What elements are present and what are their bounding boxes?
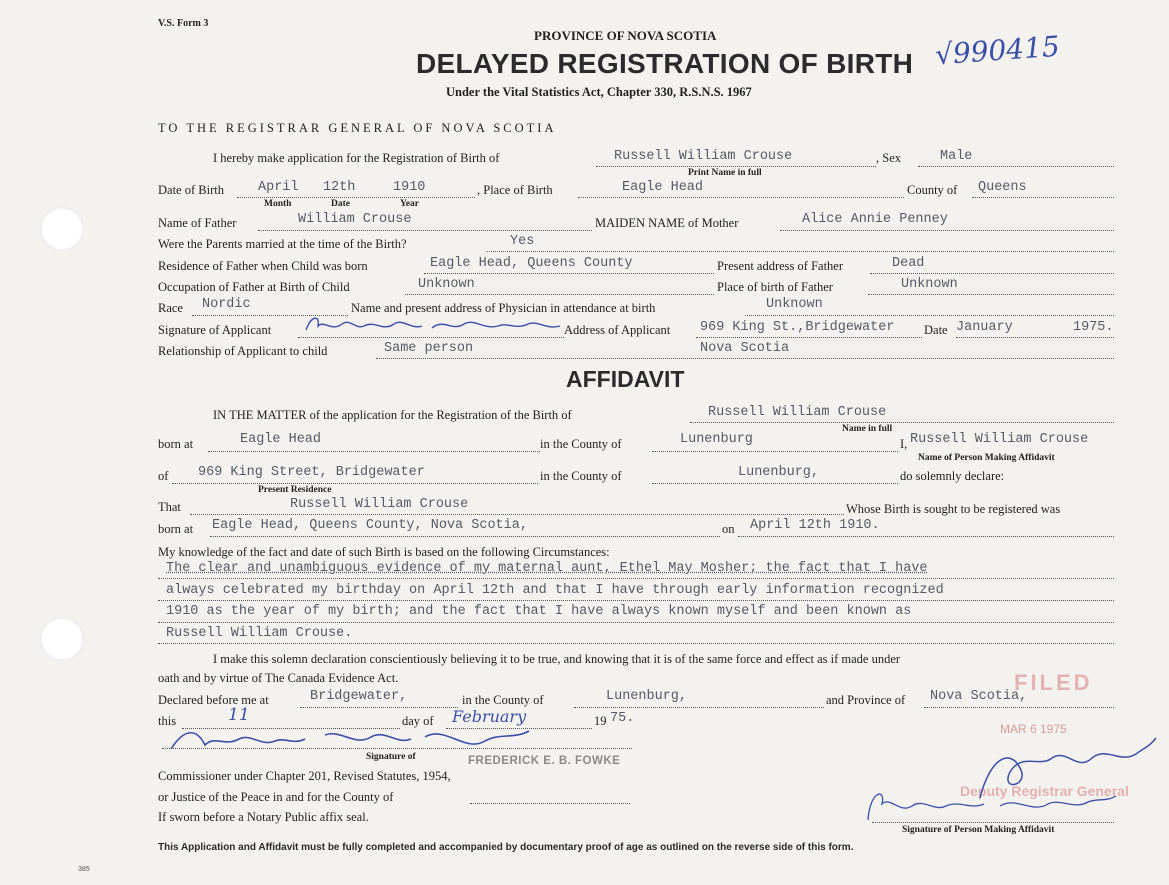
declared-label: Declared before me at	[158, 693, 269, 707]
father-value: William Crouse	[298, 212, 412, 227]
notary-text: If sworn before a Notary Public affix seal.	[158, 810, 369, 824]
dob-year-value: 1910	[393, 180, 426, 195]
form-number: V.S. Form 3	[158, 18, 209, 29]
race-label: Race	[158, 301, 183, 315]
day-of-label: day of	[402, 714, 434, 728]
solemn-text-2: oath and by virtue of The Canada Evidence Act.	[158, 671, 399, 685]
matter-text: IN THE MATTER of the application for the Registration of the Birth of	[213, 408, 572, 422]
present-address-label: Present address of Father	[717, 259, 844, 273]
affidavit-heading: AFFIDAVIT	[566, 366, 685, 392]
born-at-value-2: Eagle Head, Queens County, Nova Scotia,	[212, 518, 528, 533]
county-value: Queens	[978, 180, 1027, 195]
application-date-label: Date	[924, 323, 948, 337]
circumstance-line: 1910 as the year of my birth; and the fact that I have always known myself and been known as	[166, 604, 912, 619]
knowledge-text: My knowledge of the fact and date of such Birth is based on the following Circumstances:	[158, 545, 610, 559]
dob-day-value: 12th	[323, 180, 356, 195]
declared-year-value: 75.	[610, 711, 635, 726]
footer-note: This Application and Affidavit must be fully completed and accompanied by documentary proof of age as outlined on the reverse side of this form.	[158, 842, 854, 853]
married-label: Were the Parents married at the time of the Birth?	[158, 237, 407, 251]
mother-value: Alice Annie Penney	[802, 212, 948, 227]
occupation-label: Occupation of Father at Birth of Child	[158, 280, 350, 294]
affidavit-county-value: Lunenburg	[680, 432, 753, 447]
province-value: Nova Scotia,	[930, 689, 1028, 704]
residence-value: Eagle Head, Queens County	[430, 256, 633, 271]
province-heading: PROVINCE OF NOVA SCOTIA	[534, 28, 717, 43]
applicant-signature-label: Signature of Applicant	[158, 323, 272, 337]
place-value: Eagle Head	[622, 180, 704, 195]
applicant-signature	[302, 312, 564, 338]
act-reference: Under the Vital Statistics Act, Chapter 330, R.S.N.S. 1967	[446, 85, 752, 99]
affiant-signature-caption: Signature of Person Making Affidavit	[902, 825, 1055, 835]
on-date-value: April 12th 1910.	[750, 518, 880, 533]
relationship-label: Relationship of Applicant to child	[158, 344, 328, 358]
applicant-address-label: Address of Applicant	[564, 323, 671, 337]
affiant-caption: Name of Person Making Affidavit	[918, 453, 1055, 463]
affidavit-county-value-2: Lunenburg,	[738, 465, 820, 480]
circumstance-line: The clear and unambiguous evidence of my maternal aunt, Ethel May Mosher; the fact that I have	[166, 561, 928, 576]
application-intro: I hereby make application for the Registration of Birth of	[213, 151, 500, 165]
punch-hole	[40, 207, 84, 251]
punch-hole	[40, 617, 84, 661]
province-label: and Province of	[826, 693, 906, 707]
justice-text: or Justice of the Peace in and for the County of	[158, 790, 394, 804]
registration-number: √990415	[934, 29, 1061, 72]
affiant-name-value: Russell William Crouse	[910, 432, 1089, 447]
application-date-value: January	[956, 320, 1013, 335]
matter-name-value: Russell William Crouse	[708, 405, 887, 420]
declare-text: do solemnly declare:	[900, 469, 1005, 483]
day-number-value: 11	[228, 705, 250, 725]
sex-label: , Sex	[876, 151, 901, 165]
applicant-address-line2: Nova Scotia	[700, 341, 790, 356]
in-county-label-3: in the County of	[462, 693, 544, 707]
year-caption: Year	[400, 199, 419, 209]
dob-label: Date of Birth	[158, 183, 224, 197]
county-label: County of	[907, 183, 958, 197]
in-county-label: in the County of	[540, 437, 622, 451]
whose-birth-text: Whose Birth is sought to be registered was	[846, 502, 1061, 516]
child-name-value: Russell William Crouse	[614, 149, 793, 164]
year-prefix: 19	[594, 714, 607, 728]
affiant-residence-value: 969 King Street, Bridgewater	[198, 465, 425, 480]
father-birthplace-label: Place of birth of Father	[717, 280, 833, 294]
residence-caption: Present Residence	[258, 485, 332, 495]
commissioner-text: Commissioner under Chapter 201, Revised Statutes, 1954,	[158, 769, 451, 783]
father-birthplace-value: Unknown	[901, 277, 958, 292]
dob-month-value: April	[258, 180, 299, 195]
addressee: TO THE REGISTRAR GENERAL OF NOVA SCOTIA	[158, 121, 557, 135]
month-caption: Month	[264, 199, 292, 209]
form-code: 385	[78, 866, 90, 873]
date-caption: Date	[331, 199, 350, 209]
form-title: DELAYED REGISTRATION OF BIRTH	[416, 48, 914, 79]
that-name-value: Russell William Crouse	[290, 497, 469, 512]
on-label: on	[722, 522, 735, 536]
circumstance-line: always celebrated my birthday on April 12th and that I have through early information recognized	[166, 583, 944, 598]
i-label: I,	[900, 437, 908, 451]
declared-county-value: Lunenburg,	[606, 689, 688, 704]
born-at-label-2: born at	[158, 522, 194, 536]
married-value: Yes	[510, 234, 535, 249]
race-value: Nordic	[202, 297, 251, 312]
applicant-address-value: 969 King St.,Bridgewater	[700, 320, 895, 335]
filed-date-stamp: MAR 6 1975	[1000, 722, 1067, 736]
that-label: That	[158, 500, 181, 514]
physician-value: Unknown	[766, 297, 823, 312]
residence-label: Residence of Father when Child was born	[158, 259, 368, 273]
relationship-value: Same person	[384, 341, 474, 356]
born-at-value: Eagle Head	[240, 432, 322, 447]
application-year-value: 1975.	[1073, 320, 1114, 335]
in-county-label-2: in the County of	[540, 469, 622, 483]
commissioner-stamp: FREDERICK E. B. FOWKE	[468, 755, 621, 767]
signature-of-caption: Signature of	[366, 752, 416, 762]
deputy-registrar-stamp: Deputy Registrar General	[960, 783, 1129, 799]
this-label: this	[158, 714, 177, 728]
mother-label: MAIDEN NAME of Mother	[595, 216, 739, 230]
circumstance-line: Russell William Crouse.	[166, 626, 353, 641]
solemn-text: I make this solemn declaration conscientiously believing it to be true, and knowing that it is of the same force and effect as if made under	[213, 652, 901, 666]
physician-label: Name and present address of Physician in attendance at birth	[351, 301, 656, 315]
present-address-value: Dead	[892, 256, 925, 271]
occupation-value: Unknown	[418, 277, 475, 292]
declared-at-value: Bridgewater,	[310, 689, 408, 704]
sex-value: Male	[940, 149, 973, 164]
of-label: of	[158, 469, 169, 483]
born-at-label: born at	[158, 437, 194, 451]
father-label: Name of Father	[158, 216, 237, 230]
print-name-caption: Print Name in full	[688, 168, 762, 178]
filed-stamp: FILED	[1014, 670, 1093, 695]
place-label: , Place of Birth	[477, 183, 553, 197]
month-value: February	[452, 707, 527, 726]
name-in-full-caption: Name in full	[842, 424, 893, 434]
